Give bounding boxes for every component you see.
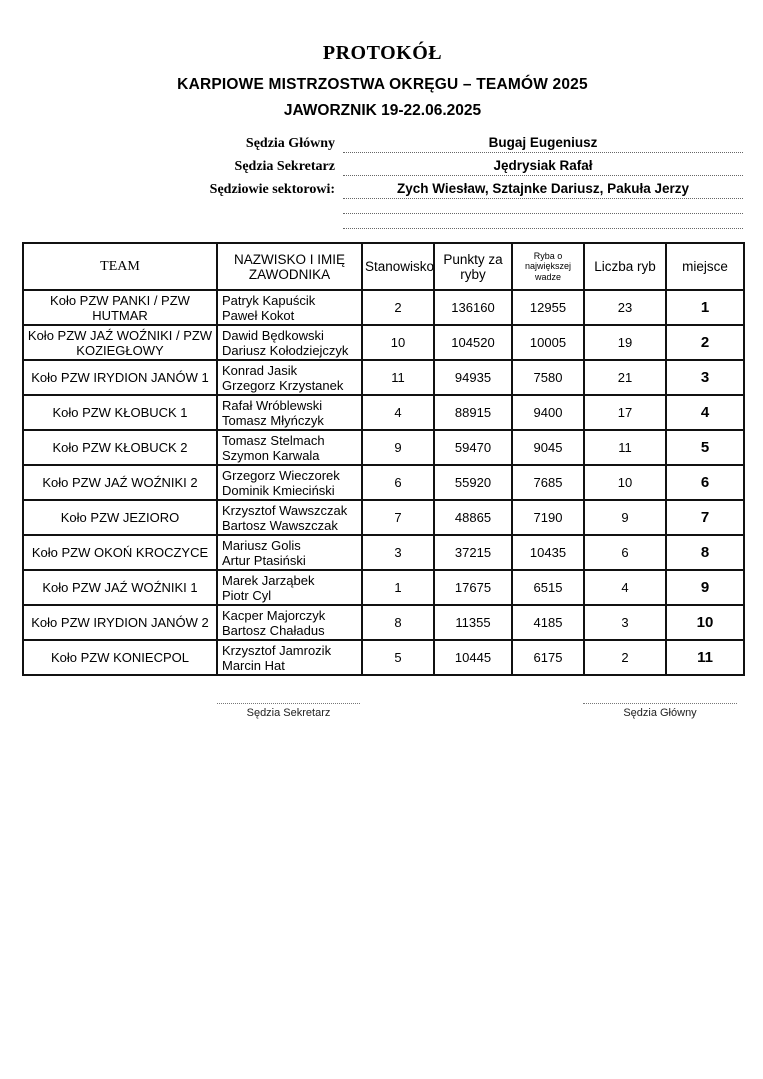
table-row — [23, 290, 744, 325]
sector-judges-label: Sędziowie sektorowi: — [209, 182, 335, 197]
players-cell — [217, 640, 362, 675]
punkty-value: 11355 — [434, 605, 512, 640]
ryba-value: 9045 — [512, 430, 584, 465]
liczba-ryb-value: 3 — [584, 605, 666, 640]
header-punkty: Punkty za ryby — [434, 243, 512, 290]
header-stanowisko: Stanowisko — [362, 243, 434, 290]
player-1: Tomasz Stelmach — [222, 432, 325, 448]
miejsce-value: 7 — [666, 500, 744, 535]
liczba-ryb-value: 2 — [584, 640, 666, 675]
player-2: Paweł Kokot — [222, 307, 295, 323]
players-cell — [217, 605, 362, 640]
players-cell — [217, 465, 362, 500]
ryba-value: 9400 — [512, 395, 584, 430]
team-name: Koło PZW IRYDION JANÓW 1 — [23, 360, 217, 395]
punkty-value: 10445 — [434, 640, 512, 675]
player-1: Krzysztof Jamrozik — [222, 642, 332, 658]
stanowisko-value: 1 — [362, 570, 434, 605]
punkty-value: 59470 — [434, 430, 512, 465]
stanowisko-value: 2 — [362, 290, 434, 325]
signature-secretary — [217, 703, 360, 719]
stanowisko-value: 10 — [362, 325, 434, 360]
punkty-value: 88915 — [434, 395, 512, 430]
miejsce-value: 2 — [666, 325, 744, 360]
liczba-ryb-value: 23 — [584, 290, 666, 325]
table-row — [23, 500, 744, 535]
signature-main-judge — [583, 703, 737, 719]
player-1: Krzysztof Wawszczak — [222, 502, 348, 518]
team-name: Koło PZW KONIECPOL — [23, 640, 217, 675]
stanowisko-value: 7 — [362, 500, 434, 535]
player-1: Dawid Będkowski — [222, 327, 324, 343]
blank-dotted-line — [22, 214, 743, 229]
player-2: Szymon Karwala — [222, 447, 320, 463]
player-2: Grzegorz Krzystanek — [222, 377, 344, 393]
table-row — [23, 535, 744, 570]
stanowisko-value: 5 — [362, 640, 434, 675]
miejsce-value: 10 — [666, 605, 744, 640]
stanowisko-value: 8 — [362, 605, 434, 640]
players-cell — [217, 500, 362, 535]
ryba-value: 10005 — [512, 325, 584, 360]
player-2: Marcin Hat — [222, 657, 285, 673]
player-2: Dominik Kmieciński — [222, 482, 335, 498]
stanowisko-value: 9 — [362, 430, 434, 465]
punkty-value: 55920 — [434, 465, 512, 500]
stanowisko-value: 6 — [362, 465, 434, 500]
team-name: Koło PZW IRYDION JANÓW 2 — [23, 605, 217, 640]
miejsce-value: 9 — [666, 570, 744, 605]
table-row — [23, 430, 744, 465]
official-row-sector-judges — [22, 176, 743, 199]
team-name: Koło PZW PANKI / PZW HUTMAR — [23, 290, 217, 325]
ryba-value: 12955 — [512, 290, 584, 325]
sector-judges-value: Zych Wiesław, Sztajnke Dariusz, Pakuła Jerzy — [343, 180, 743, 199]
liczba-ryb-value: 10 — [584, 465, 666, 500]
secretary-judge-label: Sędzia Sekretarz — [234, 159, 335, 174]
players-cell — [217, 535, 362, 570]
officials-section — [22, 130, 743, 229]
signature-line — [217, 703, 360, 704]
header-ryba: Ryba o największej wadze — [512, 243, 584, 290]
main-judge-value: Bugaj Eugeniusz — [343, 134, 743, 153]
ryba-value: 7190 — [512, 500, 584, 535]
header-liczba-ryb: Liczba ryb — [584, 243, 666, 290]
miejsce-value: 1 — [666, 290, 744, 325]
punkty-value: 48865 — [434, 500, 512, 535]
event-location-date: JAWORZNIK 19-22.06.2025 — [283, 102, 482, 119]
player-1: Patryk Kapuścik — [222, 292, 316, 308]
miejsce-value: 11 — [666, 640, 744, 675]
players-cell — [217, 570, 362, 605]
table-row — [23, 570, 744, 605]
ryba-value: 10435 — [512, 535, 584, 570]
players-cell — [217, 430, 362, 465]
signature-secretary-label: Sędzia Sekretarz — [246, 707, 331, 719]
stanowisko-value: 3 — [362, 535, 434, 570]
miejsce-value: 8 — [666, 535, 744, 570]
signature-line — [583, 703, 737, 704]
blank-dotted-line — [22, 199, 743, 214]
official-row-secretary-judge — [22, 153, 743, 176]
player-1: Marek Jarząbek — [222, 572, 315, 588]
player-2: Bartosz Wawszczak — [222, 517, 338, 533]
header-players: NAZWISKO I IMIĘ ZAWODNIKA — [217, 243, 362, 290]
punkty-value: 17675 — [434, 570, 512, 605]
ryba-value: 4185 — [512, 605, 584, 640]
players-cell — [217, 290, 362, 325]
players-cell — [217, 360, 362, 395]
team-name: Koło PZW OKOŃ KROCZYCE — [23, 535, 217, 570]
document-title: PROTOKÓŁ — [322, 42, 443, 64]
players-cell — [217, 325, 362, 360]
player-2: Bartosz Chaładus — [222, 622, 325, 638]
player-1: Rafał Wróblewski — [222, 397, 323, 413]
signature-main-judge-label: Sędzia Główny — [623, 707, 697, 719]
event-name: KARPIOWE MISTRZOSTWA OKRĘGU – TEAMÓW 2025 — [177, 76, 588, 93]
liczba-ryb-value: 6 — [584, 535, 666, 570]
main-judge-label: Sędzia Główny — [245, 136, 335, 151]
player-2: Piotr Cyl — [222, 587, 272, 603]
miejsce-value: 4 — [666, 395, 744, 430]
stanowisko-value: 4 — [362, 395, 434, 430]
player-1: Grzegorz Wieczorek — [222, 467, 340, 483]
punkty-value: 94935 — [434, 360, 512, 395]
team-name: Koło PZW JAŹ WOŹNIKI 1 — [23, 570, 217, 605]
liczba-ryb-value: 19 — [584, 325, 666, 360]
team-name: Koło PZW JEZIORO — [23, 500, 217, 535]
liczba-ryb-value: 21 — [584, 360, 666, 395]
table-row — [23, 395, 744, 430]
table-row — [23, 325, 744, 360]
ryba-value: 6175 — [512, 640, 584, 675]
header-miejsce: miejsce — [666, 243, 744, 290]
ryba-value: 7685 — [512, 465, 584, 500]
table-row — [23, 465, 744, 500]
team-name: Koło PZW JAŹ WOŹNIKI / PZW KOZIEGŁOWY — [23, 325, 217, 360]
punkty-value: 136160 — [434, 290, 512, 325]
player-1: Mariusz Golis — [222, 537, 301, 553]
player-1: Konrad Jasik — [222, 362, 298, 378]
table-row — [23, 640, 744, 675]
ryba-value: 6515 — [512, 570, 584, 605]
team-name: Koło PZW JAŹ WOŹNIKI 2 — [23, 465, 217, 500]
team-name: Koło PZW KŁOBUCK 2 — [23, 430, 217, 465]
results-table — [22, 242, 745, 676]
liczba-ryb-value: 17 — [584, 395, 666, 430]
liczba-ryb-value: 11 — [584, 430, 666, 465]
ryba-value: 7580 — [512, 360, 584, 395]
liczba-ryb-value: 4 — [584, 570, 666, 605]
punkty-value: 37215 — [434, 535, 512, 570]
table-row — [23, 605, 744, 640]
miejsce-value: 6 — [666, 465, 744, 500]
miejsce-value: 3 — [666, 360, 744, 395]
title-block — [22, 42, 743, 120]
player-2: Tomasz Młyńczyk — [222, 412, 324, 428]
miejsce-value: 5 — [666, 430, 744, 465]
table-header-row — [23, 243, 744, 290]
results-tbody — [23, 290, 744, 675]
stanowisko-value: 11 — [362, 360, 434, 395]
secretary-judge-value: Jędrysiak Rafał — [343, 157, 743, 176]
player-1: Kacper Majorczyk — [222, 607, 326, 623]
punkty-value: 104520 — [434, 325, 512, 360]
official-row-main-judge — [22, 130, 743, 153]
table-row — [23, 360, 744, 395]
player-2: Dariusz Kołodziejczyk — [222, 342, 349, 358]
team-name: Koło PZW KŁOBUCK 1 — [23, 395, 217, 430]
player-2: Artur Ptasiński — [222, 552, 306, 568]
header-team: TEAM — [23, 243, 217, 290]
liczba-ryb-value: 9 — [584, 500, 666, 535]
players-cell — [217, 395, 362, 430]
